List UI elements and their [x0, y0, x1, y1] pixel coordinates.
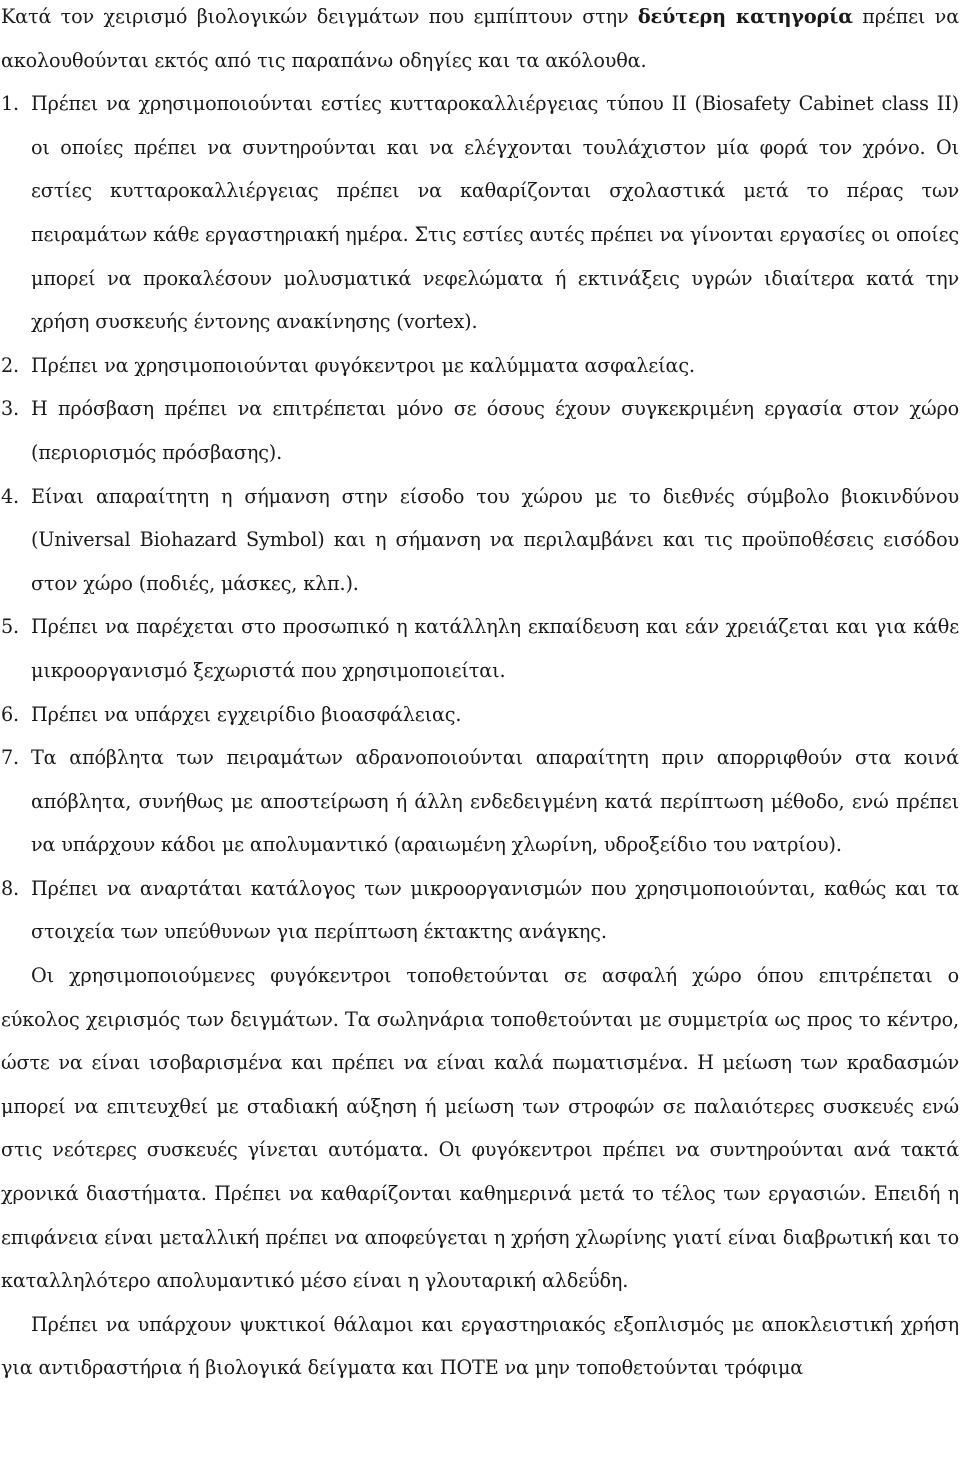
list-item-number: 2. [1, 353, 20, 377]
list-item [1, 475, 959, 606]
list-item-text: Τα απόβλητα των πειραμάτων αδρανοποιούνται απαραίτητη πριν απορριφθούν στα κοινά απόβλητα, συνήθως με αποστείρωση ή άλλη ενδεδειγμένη κατά περίπτωση μέθοδο, ενώ πρέπει να υπάρχουν κάδοι με απολυμαντικό (αραιωμένη χλωρίνη, υδροξείδιο του νατρίου). [31, 746, 959, 857]
list-item [1, 82, 959, 344]
requirements-list [1, 82, 959, 954]
intro-bold-category: δεύτερη κατηγορία [637, 5, 853, 28]
centrifuge-paragraph: Οι χρησιμοποιούμενες φυγόκεντροι τοποθετούνται σε ασφαλή χώρο όπου επιτρέπεται ο εύκολος χειρισμός των δειγμάτων. Τα σωληνάρια τοποθετούνται με συμμετρία ως προς το κέντρο, ώστε να είναι ισοβαρισμένα και πρέπει να είναι καλά πωματισμένα. Η μείωση των κραδασμών μπορεί να επιτευχθεί με σταδιακή αύξηση ή μείωση των στροφών σε παλαιότερες συσκευές ενώ στις νεότερες συσκευές γίνεται αυτόματα. Οι φυγόκεντροι πρέπει να συντηρούνται ανά τακτά χρονικά διαστήματα. Πρέπει να καθαρίζονται καθημερινά μετά το τέλος των εργασιών. Επειδή η επιφάνεια είναι μεταλλική πρέπει να αποφεύγεται η χρήση χλωρίνης γιατί είναι διαβρωτική και το καταλληλότερο απολυμαντικό μέσο είναι η γλουταρική αλδεΰδη. [1, 964, 959, 1293]
list-item-text: Πρέπει να αναρτάται κατάλογος των μικροοργανισμών που χρησιμοποιούνται, καθώς και τα στοιχεία των υπεύθυνων για περίπτωση έκτακτης ανάγκης. [31, 876, 959, 944]
intro-paragraph [1, 0, 959, 82]
list-item-number: 7. [1, 746, 20, 770]
list-item-text: Πρέπει να χρησιμοποιούνται φυγόκεντροι με καλύμματα ασφαλείας. [31, 353, 695, 377]
intro-text-end: πρέπει να ακολουθούνται εκτός από τις παραπάνω οδηγίες και τα ακόλουθα. [1, 5, 959, 72]
refrigeration-paragraph: Πρέπει να υπάρχουν ψυκτικοί θάλαμοι και εργαστηριακός εξοπλισμός με αποκλειστική χρήση για αντιδραστήρια ή βιολογικά δείγματα και ΠΟΤΕ να μην τοποθετούνται τρόφιμα [1, 1312, 959, 1380]
list-item-text: Πρέπει να υπάρχει εγχειρίδιο βιοασφάλειας. [31, 702, 462, 726]
list-item-number: 4. [1, 484, 20, 508]
list-item-text: Πρέπει να παρέχεται στο προσωπικό η κατάλληλη εκπαίδευση και εάν χρειάζεται και για κάθε μικροοργανισμό ξεχωριστά που χρησιμοποιείται. [31, 615, 959, 682]
list-item [1, 344, 959, 388]
list-item [1, 693, 959, 737]
list-item [1, 387, 959, 474]
list-item [1, 867, 959, 954]
list-item-number: 5. [1, 615, 20, 639]
intro-text-start: Κατά τον χειρισμό βιολογικών δειγμάτων που εμπίπτουν στην [1, 5, 638, 28]
list-item [1, 605, 959, 692]
list-item-number: 8. [1, 876, 20, 900]
list-item-number: 6. [1, 702, 20, 726]
list-item-text: Πρέπει να χρησιμοποιούνται εστίες κυτταροκαλλιέργειας τύπου II (Biosafety Cabinet class II) οι οποίες πρέπει να συντηρούνται και να ελέγχονται τουλάχιστον μία φορά τον χρόνο. Οι εστίες κυτταροκαλλιέργειας πρέπει να καθαρίζονται σχολαστικά μετά το πέρας των πειραμάτων κάθε εργαστηριακή ημέρα. Στις εστίες αυτές πρέπει να γίνονται εργασίες οι οποίες μπορεί να προκαλέσουν μολυσματικά νεφελώματα ή εκτινάξεις υγρών ιδιαίτερα κατά την χρήση συσκευής έντονης ανακίνησης (vortex). [31, 92, 959, 334]
list-item-text: Η πρόσβαση πρέπει να επιτρέπεται μόνο σε όσους έχουν συγκεκριμένη εργασία στον χώρο (περιορισμός πρόσβασης). [31, 397, 959, 464]
list-item [1, 736, 959, 867]
list-item-text: Είναι απαραίτητη η σήμανση στην είσοδο του χώρου με το διεθνές σύμβολο βιοκινδύνου (Universal Biohazard Symbol) και η σήμανση να περιλαμβάνει και τις προϋποθέσεις εισόδου στον χώρο (ποδιές, μάσκες, κλπ.). [31, 484, 959, 595]
list-item-number: 1. [1, 92, 20, 116]
list-item-number: 3. [1, 397, 20, 421]
